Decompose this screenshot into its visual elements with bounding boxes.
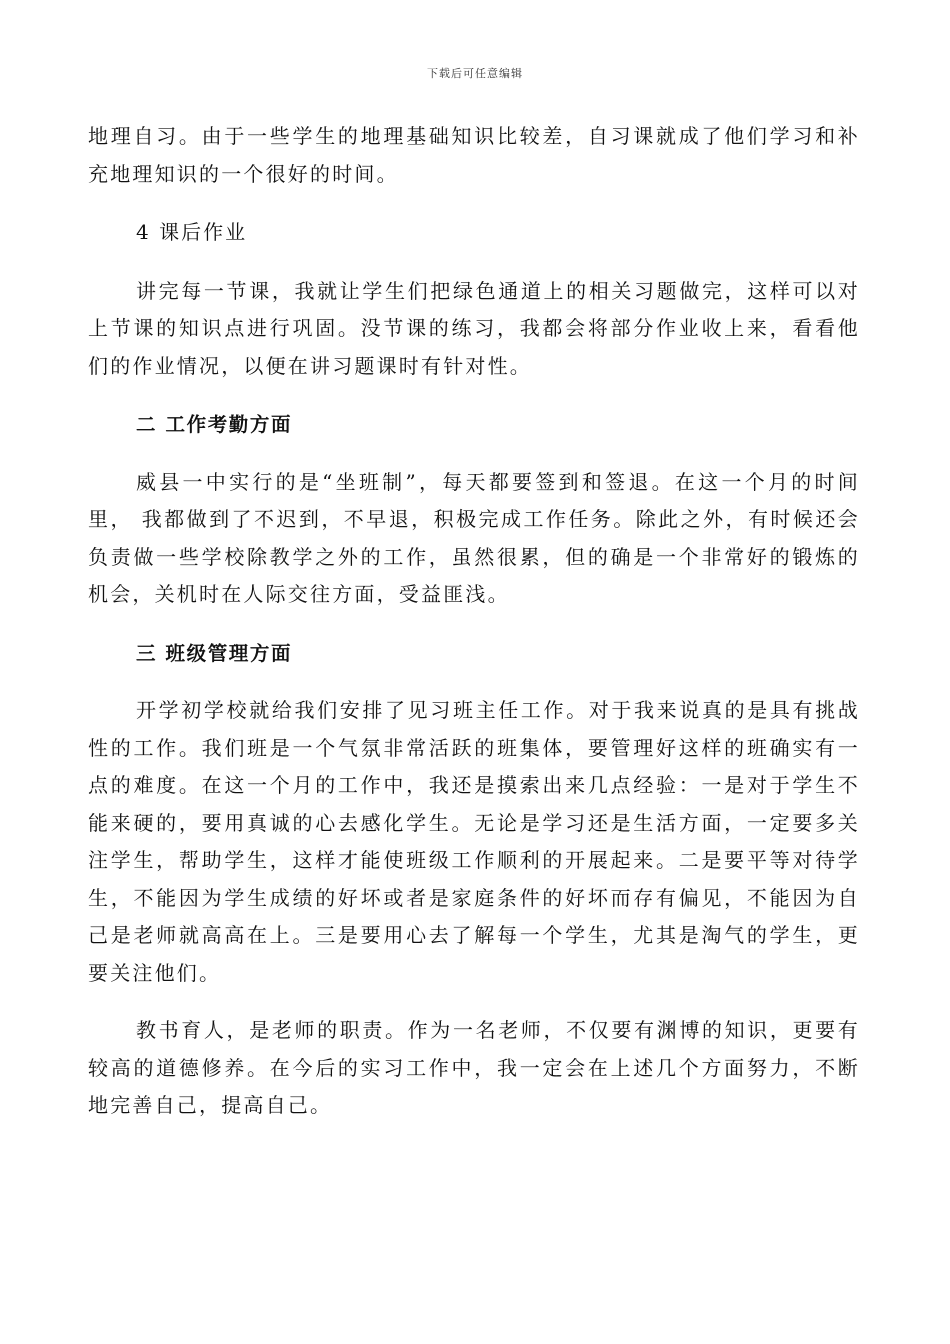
paragraph-homework: 讲完每一节课，我就让学生们把绿色通道上的相关习题做完，这样可以对上节课的知识点进行巩固。没节课的练习，我都会将部分作业收上来，看看他们的作业情况，以便在讲习题课时有针对性。 xyxy=(88,278,860,378)
subheading-homework: 4 课后作业 xyxy=(136,220,248,244)
paragraph-attendance: 威县一中实行的是“坐班制”，每天都要签到和签退。在这一个月的时间里， 我都做到了不迟到，不早退，积极完成工作任务。除此之外，有时候还会负责做一些学校除教学之外的工作，虽然很累，但的确是一个非常好的锻炼的机会，关机时在人际交往方面，受益匪浅。 xyxy=(88,469,860,606)
paragraph-class-management: 开学初学校就给我们安排了见习班主任工作。对于我来说真的是具有挑战性的工作。我们班是一个气氛非常活跃的班集体，要管理好这样的班确实有一点的难度。在这一个月的工作中，我还是摸索出来几点经验：一是对于学生不能来硬的，要用真诚的心去感化学生。无论是学习还是生活方面，一定要多关注学生，帮助学生，这样才能使班级工作顺利的开展起来。二是要平等对待学生，不能因为学生成绩的好坏或者是家庭条件的好坏而存有偏见，不能因为自己是老师就高高在上。三是要用心去了解每一个学生，尤其是淘气的学生，更要关注他们。 xyxy=(88,698,860,985)
heading-attendance: 二 工作考勤方面 xyxy=(136,413,293,436)
heading-class-management: 三 班级管理方面 xyxy=(136,641,293,665)
paragraph-self-study: 地理自习。由于一些学生的地理基础知识比较差，自习课就成了他们学习和补充地理知识的一个很好的时间。 xyxy=(88,124,860,186)
document-body xyxy=(88,118,860,1125)
paragraph-conclusion: 教书育人，是老师的职责。作为一名老师，不仅要有渊博的知识，更要有较高的道德修养。在今后的实习工作中，我一定会在上述几个方面努力，不断地完善自己，提高自己。 xyxy=(88,1018,860,1117)
header-note: 下载后可任意编辑 xyxy=(427,67,523,80)
